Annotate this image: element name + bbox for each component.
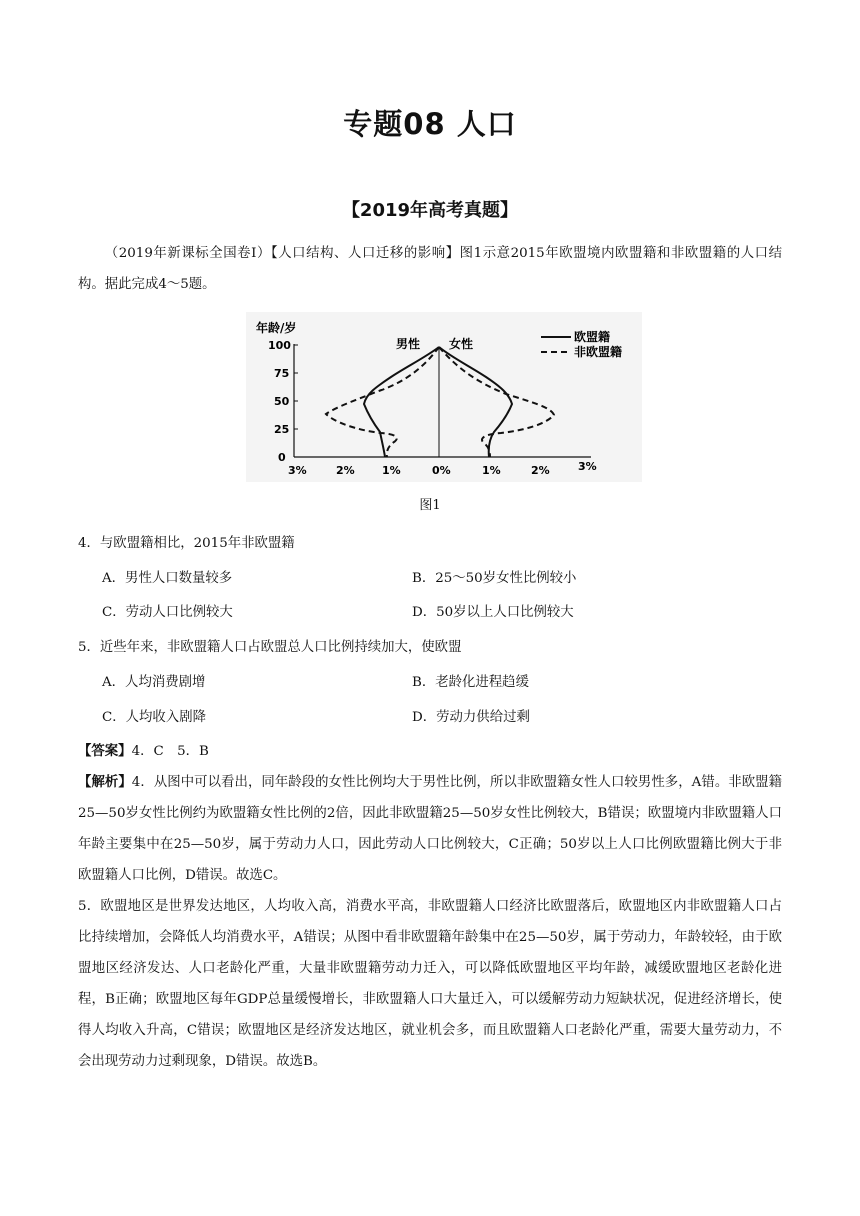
answer-line bbox=[78, 740, 209, 759]
q5-option-c: C．人均收入剧降 bbox=[102, 710, 206, 725]
q4-option-d: D．50岁以上人口比例较大 bbox=[412, 605, 574, 620]
y-tick-label: 0 bbox=[278, 451, 286, 464]
legend-non-eu-label: 非欧盟籍 bbox=[574, 345, 623, 359]
y-tick-label: 50 bbox=[274, 395, 290, 408]
q4-option-c: C．劳动人口比例较大 bbox=[102, 605, 233, 620]
x-tick-label: 3% bbox=[578, 460, 597, 473]
q4-option-b: B．25～50岁女性比例较小 bbox=[412, 571, 577, 586]
legend-eu-label: 欧盟籍 bbox=[574, 330, 611, 344]
analysis-4 bbox=[78, 767, 782, 891]
x-tick-label: 1% bbox=[482, 464, 501, 477]
question-4-stem: 4．与欧盟籍相比，2015年非欧盟籍 bbox=[78, 536, 295, 551]
y-axis-label: 年龄/岁 bbox=[256, 321, 297, 335]
analysis-label: 【解析】 bbox=[78, 775, 132, 790]
x-tick-label: 0% bbox=[432, 464, 451, 477]
section-heading: 【2019年高考真题】 bbox=[341, 200, 519, 221]
answer-text: 4．C 5．B bbox=[131, 744, 209, 759]
page-title: 专题08 人口 bbox=[343, 107, 517, 141]
question-5-stem: 5．近些年来，非欧盟籍人口占欧盟总人口比例持续加大，使欧盟 bbox=[78, 640, 462, 655]
q5-option-b: B．老龄化进程趋缓 bbox=[412, 675, 529, 690]
answer-label: 【答案】 bbox=[78, 744, 132, 759]
x-tick-label: 3% bbox=[288, 464, 307, 477]
female-label: 女性 bbox=[449, 337, 474, 351]
q5-option-a: A．人均消费剧增 bbox=[102, 675, 206, 690]
intro-paragraph: （2019年新课标全国卷Ⅰ）【人口结构、人口迁移的影响】图1示意2015年欧盟境内欧盟籍和非欧盟籍的人口结构。据此完成4～5题。 bbox=[78, 246, 782, 292]
x-tick-label: 1% bbox=[382, 464, 401, 477]
y-tick-label: 75 bbox=[274, 367, 290, 380]
population-pyramid-svg bbox=[246, 312, 642, 482]
q5-option-d: D．劳动力供给过剩 bbox=[412, 710, 530, 725]
x-tick-label: 2% bbox=[531, 464, 550, 477]
x-tick-label: 2% bbox=[336, 464, 355, 477]
y-tick-label: 25 bbox=[274, 423, 290, 436]
analysis-5: 5．欧盟地区是世界发达地区，人均收入高，消费水平高，非欧盟籍人口经济比欧盟落后，欧盟地区内非欧盟籍人口占比持续增加，会降低人均消费水平，A错误；从图中看非欧盟籍年龄集中在25—50岁，属于劳动力，年龄较轻，由于欧盟地区经济发达、人口老龄化严重，大量非欧盟籍劳动力迁入，可以降低欧盟地区平均年龄，减缓欧盟地区老龄化进程，B正确；欧盟地区每年GDP总量缓慢增长，非欧盟籍人口大量迁入，可以缓解劳动力短缺状况，促进经济增长，使得人均收入升高，C错误；欧盟地区是经济发达地区，就业机会多，而且欧盟籍人口老龄化严重，需要大量劳动力，不会出现劳动力过剩现象，D错误。故选B。 bbox=[78, 899, 782, 1069]
analysis-4-text: 4．从图中可以看出，同年龄段的女性比例均大于男性比例，所以非欧盟籍女性人口较男性多，A错。非欧盟籍25—50岁女性比例约为欧盟籍女性比例的2倍，因此非欧盟籍25—50岁女性比例较大，B错误；欧盟境内非欧盟籍人口年龄主要集中在25—50岁，属于劳动力人口，因此劳动人口比例较大，C正确；50岁以上人口比例欧盟籍比例大于非欧盟籍人口比例，D错误。故选C。 bbox=[78, 775, 783, 883]
figure-caption: 图1 bbox=[419, 498, 441, 513]
y-tick-label: 100 bbox=[268, 339, 291, 352]
male-label: 男性 bbox=[396, 337, 421, 351]
population-pyramid-figure bbox=[246, 312, 642, 482]
q4-option-a: A．男性人口数量较多 bbox=[102, 571, 233, 586]
